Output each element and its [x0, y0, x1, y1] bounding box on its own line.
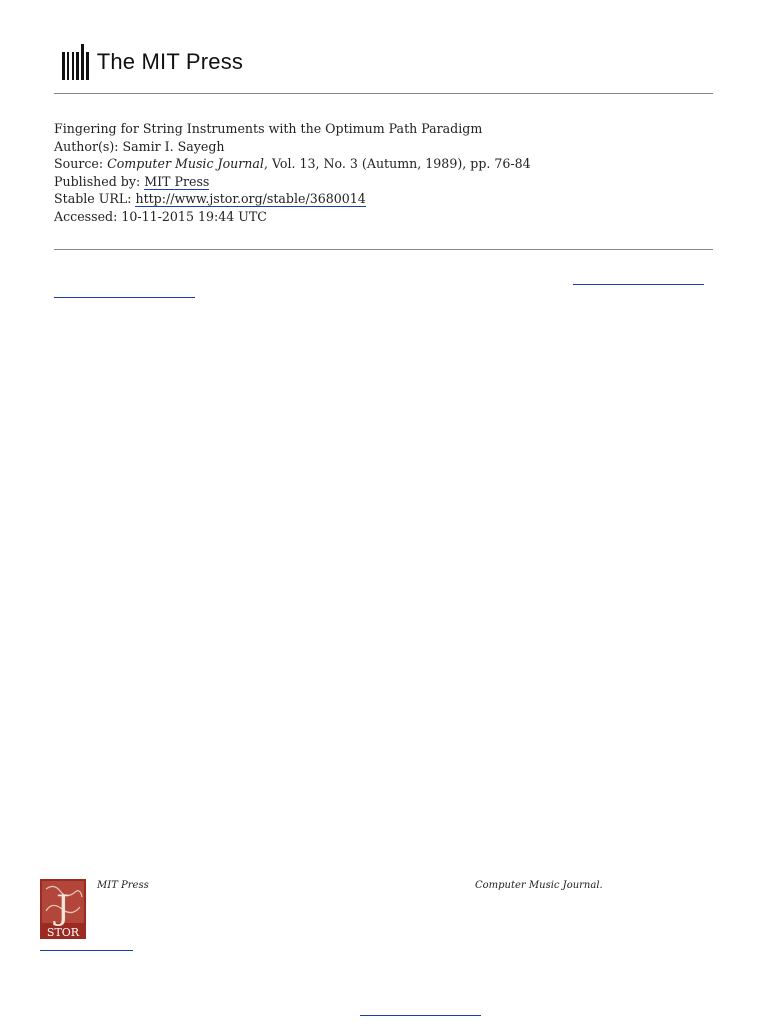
source-details: , Vol. 13, No. 3 (Autumn, 1989), pp. 76-84	[263, 156, 531, 172]
mit-press-bars-icon	[62, 44, 91, 80]
jstor-link-underline[interactable]	[40, 950, 133, 951]
footer-publisher: MIT Press	[97, 880, 149, 891]
logo-text: The MIT Press	[96, 49, 244, 74]
top-divider	[54, 93, 713, 94]
authors-label: Author(s):	[54, 138, 123, 154]
article-title: Fingering for String Instruments with the Optimum Path Paradigm	[54, 121, 483, 136]
jstor-j-letter: J	[56, 888, 70, 928]
terms-link-underline-2[interactable]	[54, 297, 195, 298]
contact-link-underline[interactable]	[360, 1015, 481, 1016]
footer-journal: Computer Music Journal.	[475, 880, 603, 891]
source-line	[54, 155, 531, 173]
bottom-divider	[54, 249, 713, 250]
citation-block	[54, 120, 531, 226]
jstor-wordmark: STOR	[46, 926, 80, 939]
source-journal: Computer Music Journal	[107, 156, 264, 172]
mit-press-logo	[62, 44, 243, 80]
authors-value: Samir I. Sayegh	[122, 138, 225, 154]
stable-url-label: Stable URL:	[54, 191, 136, 207]
publisher-line	[54, 173, 531, 191]
stable-url-link[interactable]: http://www.jstor.org/stable/3680014	[135, 191, 366, 207]
source-label: Source:	[54, 156, 108, 172]
jstor-logo	[40, 879, 86, 939]
publisher-link[interactable]: MIT Press	[144, 173, 210, 189]
accessed-line: Accessed: 10-11-2015 19:44 UTC	[54, 208, 267, 224]
terms-link-underline-1[interactable]	[573, 284, 704, 285]
publisher-label: Published by:	[54, 173, 145, 189]
authors-line	[54, 138, 531, 156]
stable-url-line	[54, 190, 531, 208]
